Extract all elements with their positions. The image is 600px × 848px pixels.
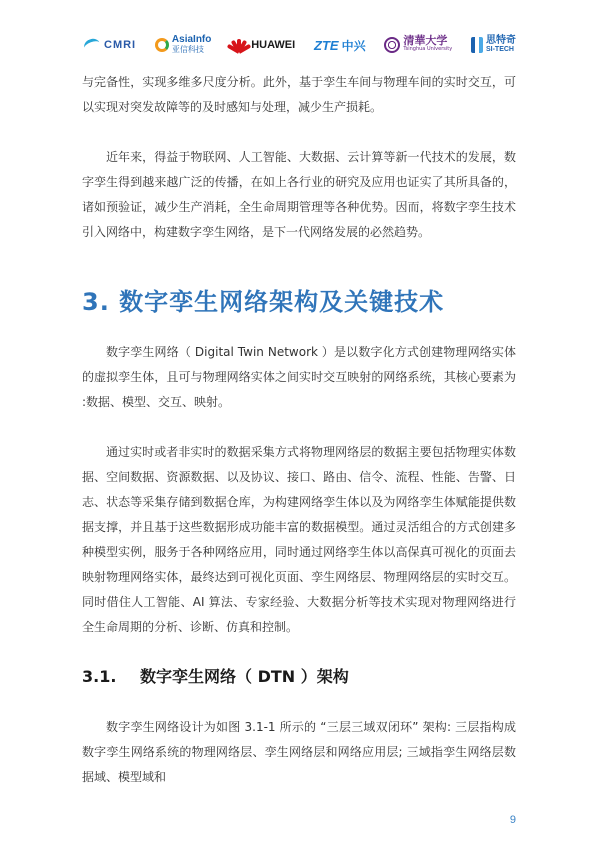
huawei-petal-icon [230, 38, 248, 52]
cmri-swoosh-icon [82, 36, 101, 54]
page-number: 9 [509, 814, 516, 826]
subsection-title: 数字孪生网络（ DTN ）架构 [140, 667, 349, 686]
sitech-logo-cn-text: 思特奇 [485, 35, 516, 46]
paragraph-4: 通过实时或者非实时的数据采集方式将物理网络层的数据主要包括物理实体数据、空间数据、资源数据、以及协议、接口、路由、信令、流程、性能、告警、日志、状态等采集存储到数据仓库，为构建网络孪生体以及为网络孪生体赋能提供数据支撑，并且基于这些数据形成功能丰富的数据模型。通过灵活组合的方式创建多种模型实例，服务于各种网络应用，同时通过网络孪生体以高保真可视化的页面去映射物理网络实体，最终达到可视化页面、孪生网络层、物理网络层的实时交互。同时借住人工智能、AI 算法、专家经验、大数据分析等技术实现对物理网络进行全生命周期的分析、诊断、仿真和控制。 [82, 445, 516, 634]
subsection-heading [82, 664, 349, 687]
huawei-logo [230, 38, 295, 52]
paragraph-3: 数字孪生网络（ Digital Twin Network ）是以数字化方式创建物理网络实体的虚拟孪生体，且可与物理网络实体之间实时交互映射的网络系统，其核心要素为 :数据、模型、交互、映射。 [82, 345, 516, 409]
tsinghua-seal-icon [384, 37, 400, 53]
paragraph-1: 与完备性，实现多维多尺度分析。此外，基于孪生车间与物理车间的实时交互，可以实现对突发故障等的及时感知与处理，减少生产损耗。 [82, 75, 516, 114]
asiainfo-mark-icon [155, 38, 169, 52]
subsection-number: 3.1. [82, 667, 117, 686]
paragraph-5: 数字孪生网络设计为如图 3.1-1 所示的 “三层三域双闭环” 架构: 三层指构成数字孪生网络系统的物理网络层、孪生网络层和网络应用层; 三域指孪生网络层数据域、模型域和 [82, 720, 516, 784]
asiainfo-logo-cn-text: 亚信科技 [171, 45, 204, 54]
sitech-mark-icon [471, 37, 483, 53]
tsinghua-logo [384, 36, 452, 54]
huawei-logo-text: HUAWEI [251, 39, 296, 51]
header-logo-bar [84, 30, 516, 60]
zte-logo [314, 37, 366, 54]
cmri-logo-text: CMRI [104, 39, 137, 51]
paragraph-2: 近年来，得益于物联网、人工智能、大数据、云计算等新一代技术的发展，数字孪生得到越来越广泛的传播，在如上各行业的研究及应用也证实了其所具备的，诸如预验证，减少生产消耗，全生命周期管理等各种优势。因而，将数字孪生技术引入网络中，构建数字孪生网络，是下一代网络发展的必然趋势。 [82, 150, 516, 239]
tsinghua-logo-en-text: Tsinghua University [403, 46, 453, 52]
zte-logo-cn-text: 中兴 [341, 38, 366, 53]
zte-logo-text: ZTE [314, 37, 339, 53]
asiainfo-logo [155, 35, 211, 55]
tsinghua-logo-cn-text: 清華大学 [403, 34, 448, 47]
sitech-logo [471, 36, 516, 54]
asiainfo-logo-text: AsiaInfo [171, 34, 212, 45]
cmri-logo [84, 39, 136, 52]
section-heading: 3. 数字孪生网络架构及关键技术 [82, 288, 445, 316]
sitech-logo-en-text: SI-TECH [485, 46, 514, 53]
